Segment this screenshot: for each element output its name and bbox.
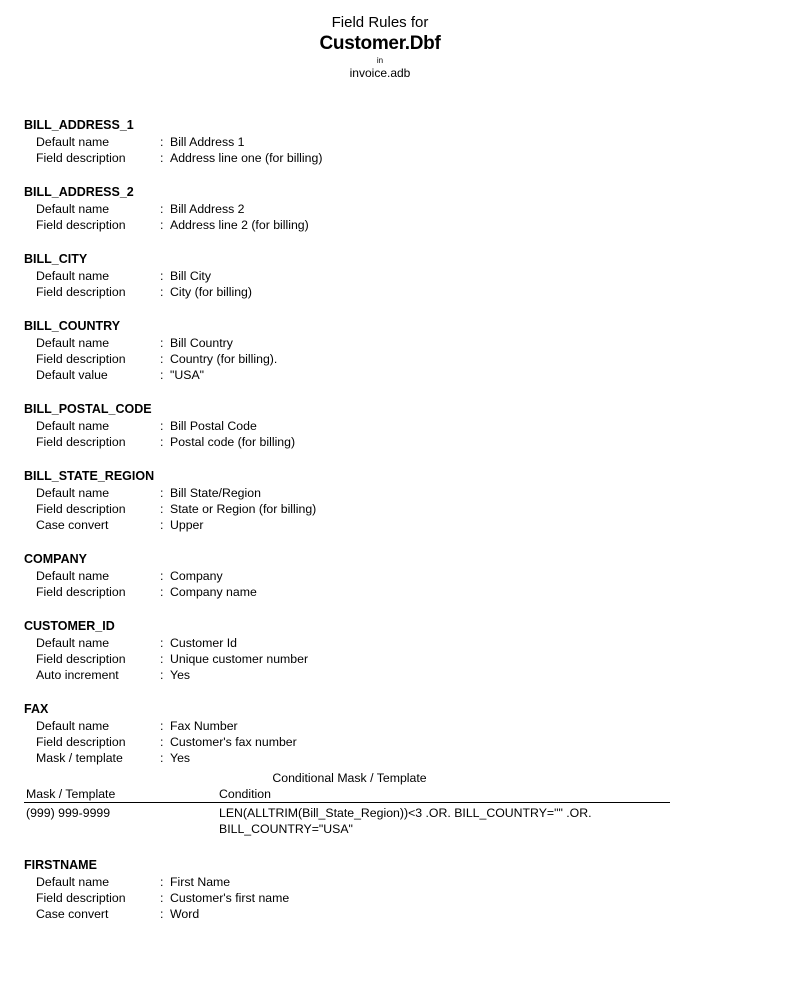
rule-value: Bill Address 1 [170, 135, 245, 149]
colon-separator: : [160, 569, 164, 583]
field-block [24, 550, 724, 617]
field-name: COMPANY [24, 552, 87, 566]
field-name: CUSTOMER_ID [24, 619, 115, 633]
rule-label: Case convert [36, 518, 109, 532]
field-block [24, 856, 724, 939]
rule-row [24, 434, 724, 450]
field-block [24, 250, 724, 317]
field-block [24, 617, 724, 700]
rule-value: Word [170, 907, 200, 921]
rule-label: Default name [36, 569, 110, 583]
rule-label: Default name [36, 486, 110, 500]
rule-row [24, 734, 724, 750]
rule-label: Field description [36, 218, 126, 232]
rule-row [24, 651, 724, 667]
rule-value: Customer Id [170, 636, 237, 650]
field-name: BILL_POSTAL_CODE [24, 402, 152, 416]
rule-value: Fax Number [170, 719, 238, 733]
rule-row [24, 667, 724, 683]
column-header-mask: Mask / Template [26, 787, 116, 801]
in-label: in [376, 56, 384, 65]
field-rules-list [24, 116, 724, 939]
rule-label: Default name [36, 135, 110, 149]
field-name: BILL_STATE_REGION [24, 469, 155, 483]
rule-value: Unique customer number [170, 652, 309, 666]
rule-row [24, 284, 724, 300]
rule-label: Field description [36, 735, 126, 749]
rule-label: Field description [36, 652, 126, 666]
field-block [24, 116, 724, 183]
block-spacer [24, 533, 724, 550]
rule-row [24, 750, 724, 766]
rule-row [24, 418, 724, 434]
rule-row [24, 890, 724, 906]
rule-value: Country (for billing). [170, 352, 278, 366]
field-block [24, 317, 724, 400]
block-spacer [24, 300, 724, 317]
rule-label: Mask / template [36, 751, 123, 765]
colon-separator: : [160, 352, 164, 366]
rule-row [24, 906, 724, 922]
field-name: FAX [24, 702, 49, 716]
colon-separator: : [160, 636, 164, 650]
block-spacer [24, 839, 724, 856]
conditional-mask-header [24, 786, 670, 803]
field-block [24, 183, 724, 250]
colon-separator: : [160, 151, 164, 165]
rule-row [24, 485, 724, 501]
rule-label: Default name [36, 636, 110, 650]
colon-separator: : [160, 652, 164, 666]
rule-label: Default name [36, 719, 110, 733]
block-spacer [24, 166, 724, 183]
rule-row [24, 517, 724, 533]
conditional-mask-title: Conditional Mask / Template [272, 771, 427, 785]
table-name: Customer.Dbf [319, 33, 441, 54]
rule-row [24, 874, 724, 890]
rule-label: Field description [36, 285, 126, 299]
block-spacer [24, 922, 724, 939]
rule-label: Field description [36, 151, 126, 165]
field-name: BILL_ADDRESS_1 [24, 118, 134, 132]
conditional-mask-table [24, 770, 670, 839]
colon-separator: : [160, 435, 164, 449]
field-name: BILL_ADDRESS_2 [24, 185, 134, 199]
rule-label: Field description [36, 891, 126, 905]
rule-value: Bill City [170, 269, 211, 283]
block-spacer [24, 683, 724, 700]
colon-separator: : [160, 419, 164, 433]
colon-separator: : [160, 202, 164, 216]
block-spacer [24, 450, 724, 467]
field-block [24, 700, 724, 856]
colon-separator: : [160, 585, 164, 599]
rule-value: City (for billing) [170, 285, 252, 299]
field-block [24, 467, 724, 550]
rule-row [24, 718, 724, 734]
rule-row [24, 134, 724, 150]
rule-value: Bill Postal Code [170, 419, 257, 433]
rule-row [24, 501, 724, 517]
field-block [24, 400, 724, 467]
field-name: BILL_COUNTRY [24, 319, 121, 333]
database-name: invoice.adb [349, 66, 411, 80]
block-spacer [24, 383, 724, 400]
rule-label: Case convert [36, 907, 109, 921]
colon-separator: : [160, 269, 164, 283]
condition-cell: LEN(ALLTRIM(Bill_State_Region))<3 .OR. BILL_COUNTRY="" .OR. BILL_COUNTRY="USA" [219, 806, 592, 836]
rule-row [24, 217, 724, 233]
table-row [24, 805, 670, 839]
rule-label: Field description [36, 585, 126, 599]
colon-separator: : [160, 336, 164, 350]
colon-separator: : [160, 486, 164, 500]
colon-separator: : [160, 719, 164, 733]
colon-separator: : [160, 751, 164, 765]
rule-label: Field description [36, 435, 126, 449]
mask-cell: (999) 999-9999 [26, 806, 111, 820]
rule-label: Default name [36, 419, 110, 433]
rule-label: Field description [36, 352, 126, 366]
colon-separator: : [160, 907, 164, 921]
colon-separator: : [160, 668, 164, 682]
rule-row [24, 635, 724, 651]
rule-value: Yes [170, 751, 191, 765]
rule-label: Default value [36, 368, 108, 382]
rule-value: First Name [170, 875, 231, 889]
rule-value: Upper [170, 518, 204, 532]
rule-label: Default name [36, 202, 110, 216]
rule-value: Address line 2 (for billing) [170, 218, 309, 232]
rule-row [24, 201, 724, 217]
rule-value: Company name [170, 585, 257, 599]
rule-label: Default name [36, 336, 110, 350]
colon-separator: : [160, 368, 164, 382]
rule-value: Customer's first name [170, 891, 290, 905]
field-name: FIRSTNAME [24, 858, 97, 872]
rule-row [24, 351, 724, 367]
rule-value: Bill Country [170, 336, 233, 350]
rule-row [24, 150, 724, 166]
column-header-condition: Condition [219, 787, 271, 801]
colon-separator: : [160, 875, 164, 889]
field-name: BILL_CITY [24, 252, 88, 266]
rule-label: Field description [36, 502, 126, 516]
rule-value: Customer's fax number [170, 735, 297, 749]
colon-separator: : [160, 502, 164, 516]
rule-value: Address line one (for billing) [170, 151, 323, 165]
colon-separator: : [160, 135, 164, 149]
rule-value: Postal code (for billing) [170, 435, 296, 449]
rule-row [24, 584, 724, 600]
rule-row [24, 268, 724, 284]
rule-label: Default name [36, 269, 110, 283]
rule-value: State or Region (for billing) [170, 502, 317, 516]
colon-separator: : [160, 218, 164, 232]
colon-separator: : [160, 285, 164, 299]
rule-value: Yes [170, 668, 191, 682]
colon-separator: : [160, 891, 164, 905]
rule-value: Company [170, 569, 223, 583]
rule-value: Bill Address 2 [170, 202, 245, 216]
colon-separator: : [160, 735, 164, 749]
rule-value: "USA" [170, 368, 205, 382]
rule-value: Bill State/Region [170, 486, 261, 500]
report-header [0, 14, 760, 80]
block-spacer [24, 233, 724, 250]
block-spacer [24, 600, 724, 617]
rule-row [24, 568, 724, 584]
rule-row [24, 367, 724, 383]
rule-label: Auto increment [36, 668, 119, 682]
rule-label: Default name [36, 875, 110, 889]
colon-separator: : [160, 518, 164, 532]
report-title: Field Rules for [331, 14, 429, 31]
rule-row [24, 335, 724, 351]
